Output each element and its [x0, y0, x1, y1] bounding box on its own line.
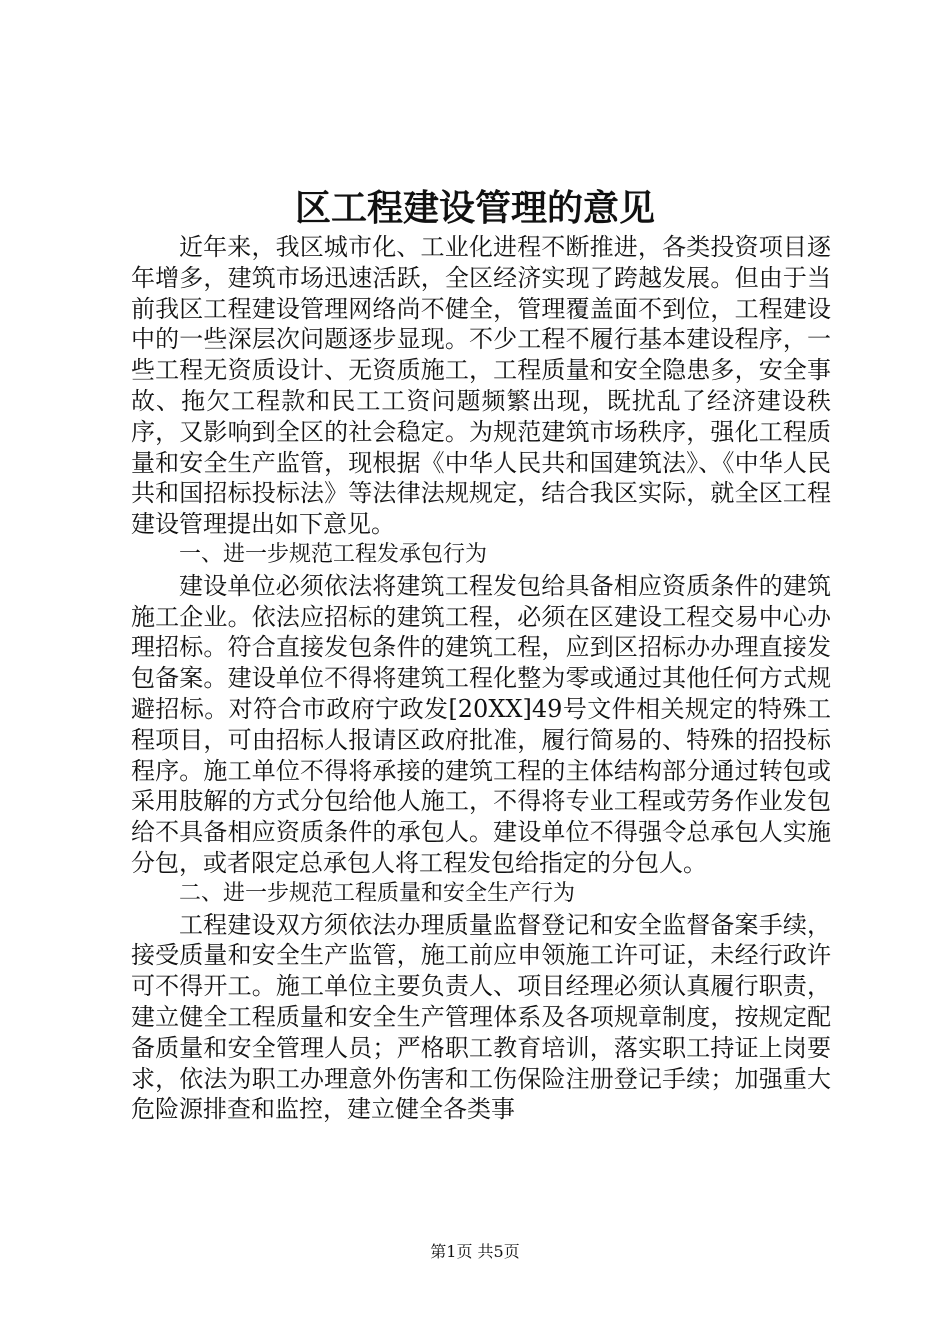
page-footer: 第1页 共5页 [430, 1242, 520, 1261]
section-2-paragraph: 工程建设双方须依法办理质量监督登记和安全监督备案手续，接受质量和安全生产监管，施工前应申领施工许可证，未经行政许可不得开工。施工单位主要负责人、项目经理必须认真履行职责，建立健全工程质量和安全生产管理体系及各项规章制度，按规定配备质量和安全管理人员；严格职工教育培训，落实职工持证上岗要求，依法为职工办理意外伤害和工伤保险注册登记手续；加强重大危险源排查和监控，建立健全各类事 [131, 910, 831, 1124]
section-1-paragraph: 建设单位必须依法将建筑工程发包给具备相应资质条件的建筑施工企业。依法应招标的建筑工程，必须在区建设工程交易中心办理招标。符合直接发包条件的建筑工程，应到区招标办办理直接发包备案。建设单位不得将建筑工程化整为零或通过其他任何方式规避招标。对符合市政府宁政发[20XX]49号文件相关规定的特殊工程项目，可由招标人报请区政府批准，履行简易的、特殊的招投标程序。施工单位不得将承接的建筑工程的主体结构部分通过转包或采用肢解的方式分包给他人施工，不得将专业工程或劳务作业发包给不具备相应资质条件的承包人。建设单位不得强令总承包人实施分包，或者限定总承包人将工程发包给指定的分包人。 [131, 571, 831, 877]
section-heading-1: 一、进一步规范工程发承包行为 [179, 541, 488, 567]
section-heading-2: 二、进一步规范工程质量和安全生产行为 [179, 880, 576, 906]
intro-paragraph: 近年来，我区城市化、工业化进程不断推进，各类投资项目逐年增多，建筑市场迅速活跃，全区经济实现了跨越发展。但由于当前我区工程建设管理网络尚不健全，管理覆盖面不到位，工程建设中的一些深层次问题逐步显现。不少工程不履行基本建设程序，一些工程无资质设计、无资质施工，工程质量和安全隐患多，安全事故、拖欠工程款和民工工资问题频繁出现，既扰乱了经济建设秩序，又影响到全区的社会稳定。为规范建筑市场秩序，强化工程质量和安全生产监管，现根据《中华人民共和国建筑法》、《中华人民共和国招标投标法》等法律法规规定，结合我区实际，就全区工程建设管理提出如下意见。 [131, 233, 831, 539]
document-title: 区工程建设管理的意见 [294, 187, 655, 229]
document-body [131, 232, 831, 1125]
